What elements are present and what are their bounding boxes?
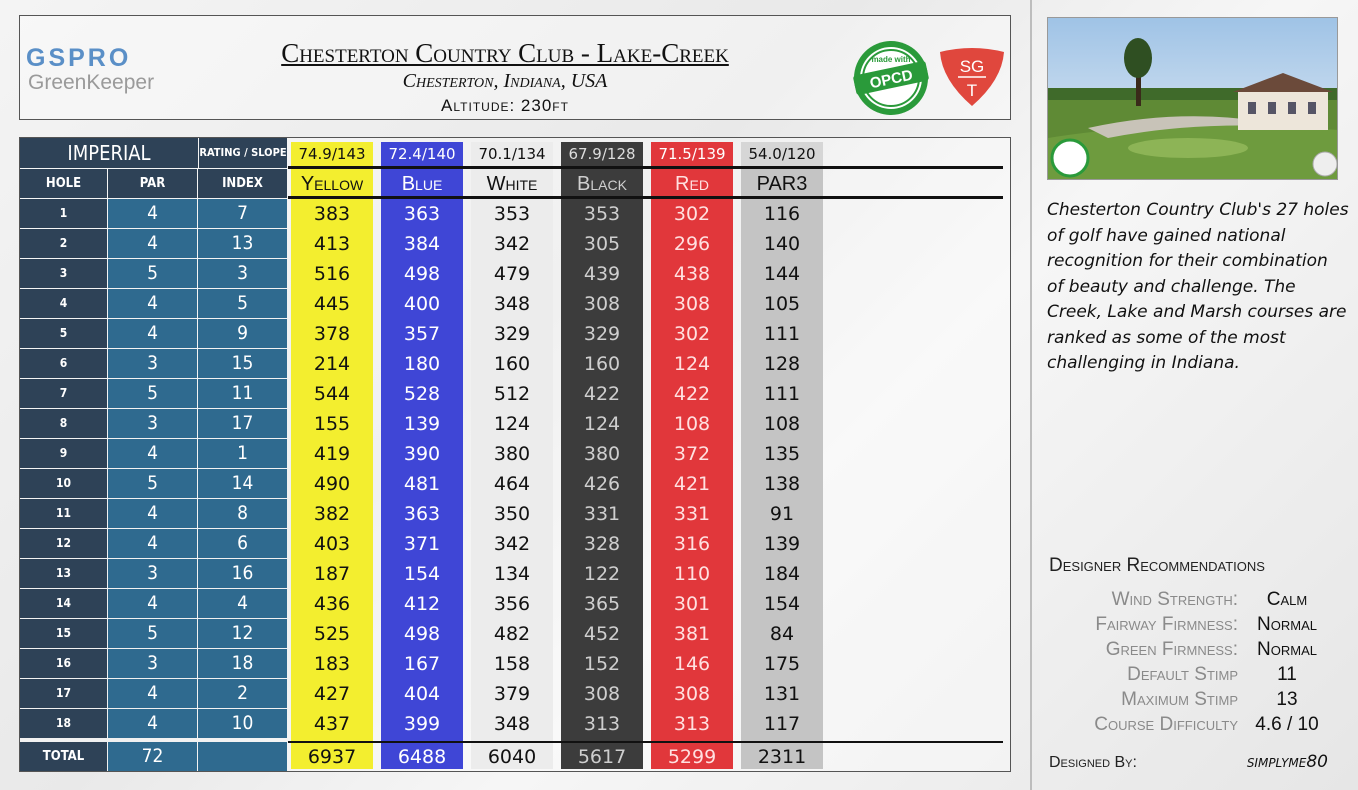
course-title: Chesterton Country Club - Lake-Creek [281,38,729,68]
tee-yardage: 342 [493,533,531,555]
hole-par: 4 [108,679,197,708]
tee-yardage: 84 [769,623,795,645]
hole-number: 16 [20,649,107,678]
tee-column [471,169,553,769]
tee-yardage: 154 [763,593,801,615]
opcd-badge-top-text: made with [871,55,911,64]
tee-yardage: 124 [583,413,621,435]
tee-yardage: 155 [313,413,351,435]
hole-number: 5 [20,319,107,348]
tee-yardage: 117 [763,713,801,735]
tee-total: 6040 [487,746,537,768]
tee-rating: 67.9/128 [561,142,643,166]
hole-index: 15 [198,349,287,378]
tee-yardage: 214 [313,353,351,375]
tee-yardage: 313 [583,713,621,735]
hole-par: 4 [108,439,197,468]
tee-yardage: 122 [583,563,621,585]
recommendation-value: 4.6 / 10 [1255,714,1319,735]
hole-index: 7 [198,199,287,228]
tee-yardage: 316 [673,533,711,555]
total-par: 72 [108,742,197,771]
course-location: Chesterton, Indiana, USA [402,70,608,92]
panel-divider [1030,0,1032,790]
col-header-hole: HOLE [20,169,107,198]
tee-yardage: 108 [673,413,711,435]
tee-yardage: 412 [403,593,441,615]
hole-number: 4 [20,289,107,318]
tee-yardage: 452 [583,623,621,645]
tee-name: Yellow [300,173,364,195]
tee-yardage: 124 [673,353,711,375]
tee-yardage: 525 [313,623,351,645]
hole-number: 6 [20,349,107,378]
tee-yardage: 512 [493,383,531,405]
hole-par: 5 [108,619,197,648]
tee-yardage: 108 [763,413,801,435]
tee-yardage: 413 [313,233,351,255]
hole-index: 10 [198,709,287,738]
hole-par: 5 [108,469,197,498]
tee-yardage: 390 [403,443,441,465]
greenkeeper-logo: GreenKeeper [28,71,155,94]
tee-yardage: 426 [583,473,621,495]
hole-number: 17 [20,679,107,708]
hole-number: 15 [20,619,107,648]
tee-yardage: 481 [403,473,441,495]
hole-index: 5 [198,289,287,318]
tee-column [291,169,373,769]
tee-yardage: 363 [403,503,441,525]
hole-index: 11 [198,379,287,408]
hole-par: 3 [108,349,197,378]
tee-yardage: 183 [313,653,351,675]
tee-column [741,169,823,769]
hole-number: 18 [20,709,107,738]
tee-yardage: 308 [673,293,711,315]
tee-yardage: 187 [313,563,351,585]
tee-yardage: 139 [403,413,441,435]
hole-index: 8 [198,499,287,528]
tee-yardage: 383 [313,203,351,225]
tee-yardage: 180 [403,353,441,375]
tee-yardage: 381 [673,623,711,645]
recommendation-label: Course Difficulty [1094,714,1238,735]
tee-column [561,169,643,769]
tee-rating: 72.4/140 [381,142,463,166]
tee-yardage: 308 [583,293,621,315]
tee-yardage: 305 [583,233,621,255]
tee-yardage: 438 [673,263,711,285]
hole-number: 11 [20,499,107,528]
tee-yardage: 296 [673,233,711,255]
tee-yardage: 175 [763,653,801,675]
recommendations-title: Designer Recommendations [1049,555,1265,576]
tee-rating: 54.0/120 [741,142,823,166]
col-header-par: PAR [108,169,197,198]
tee-yardage: 482 [493,623,531,645]
tee-yardage: 378 [313,323,351,345]
tee-total: 5617 [577,746,627,768]
hole-number: 1 [20,199,107,228]
course-header [19,15,1011,120]
tee-rating: 74.9/143 [291,142,373,166]
tee-yardage: 498 [403,623,441,645]
tee-yardage: 329 [493,323,531,345]
hole-par: 4 [108,529,197,558]
hole-par: 4 [108,589,197,618]
tee-yardage: 379 [493,683,531,705]
recommendation-value: 13 [1276,689,1298,710]
tee-yardage: 365 [583,593,621,615]
course-altitude: Altitude: 230ft [441,96,569,115]
hole-par: 4 [108,289,197,318]
recommendation-value: Calm [1266,589,1308,610]
designer-name: simplyme80 [1246,752,1328,772]
tee-yardage: 342 [493,233,531,255]
total-line [288,741,1003,743]
course-description: Chesterton Country Club's 27 holes of golf have gained national recognition for their combination of beauty and challenge. The Creek, Lake and Marsh courses are ranked as some of the most challenging in Indiana. [1047,200,1349,373]
tee-column [381,169,463,769]
tee-yardage: 419 [313,443,351,465]
recommendation-value: Normal [1257,614,1317,635]
tee-yardage: 158 [493,653,531,675]
sgt-badge-top-text: SG [959,57,985,76]
tee-yardage: 139 [763,533,801,555]
tee-yardage: 135 [763,443,801,465]
tee-yardage: 308 [673,683,711,705]
tee-yardage: 301 [673,593,711,615]
recommendation-label: Default Stimp [1127,664,1238,685]
tee-rating: 70.1/134 [471,142,553,166]
total-label: TOTAL [20,742,107,771]
hole-par: 4 [108,499,197,528]
tee-yardage: 528 [403,383,441,405]
total-index-blank [198,742,287,771]
gspro-logo: GSPRO [26,44,132,72]
tee-yardage: 91 [769,503,795,525]
hole-par: 4 [108,199,197,228]
tee-yardage: 111 [763,383,801,405]
tee-yardage: 421 [673,473,711,495]
tee-rating: 71.5/139 [651,142,733,166]
tee-yardage: 140 [763,233,801,255]
tee-yardage: 384 [403,233,441,255]
rating-slope-label: RATING / SLOPE [199,138,287,168]
hole-number: 14 [20,589,107,618]
tee-yardage: 110 [673,563,711,585]
recommendation-value: Normal [1257,639,1317,660]
recommendation-value: 11 [1277,664,1297,685]
tee-yardage: 328 [583,533,621,555]
hole-par: 4 [108,709,197,738]
hole-number: 12 [20,529,107,558]
tee-yardage: 146 [673,653,711,675]
tee-yardage: 544 [313,383,351,405]
hole-index: 3 [198,259,287,288]
tee-yardage: 498 [403,263,441,285]
tee-yardage: 313 [673,713,711,735]
tee-yardage: 372 [673,443,711,465]
tee-yardage: 422 [583,383,621,405]
hole-par: 3 [108,409,197,438]
sgt-badge-bottom-text: T [966,81,978,100]
recommendation-label: Green Firmness: [1105,639,1238,660]
hole-index: 6 [198,529,287,558]
col-header-index: INDEX [198,169,287,198]
tee-total: 6937 [307,746,357,768]
recommendation-label: Maximum Stimp [1121,689,1238,710]
hole-par: 5 [108,259,197,288]
hole-number: 9 [20,439,107,468]
tee-yardage: 363 [403,203,441,225]
tee-column [651,169,733,769]
tee-yardage: 403 [313,533,351,555]
hole-par: 4 [108,319,197,348]
course-photo [1047,17,1338,180]
header-line-top [288,166,1003,169]
hole-number: 10 [20,469,107,498]
tee-yardage: 348 [493,293,531,315]
tee-yardage: 124 [493,413,531,435]
hole-number: 7 [20,379,107,408]
hole-number: 8 [20,409,107,438]
designed-by-label: Designed By: [1049,754,1137,771]
tee-yardage: 404 [403,683,441,705]
tee-yardage: 302 [673,203,711,225]
tee-yardage: 380 [583,443,621,465]
units-label: IMPERIAL [20,138,198,168]
tee-yardage: 464 [493,473,531,495]
hole-index: 1 [198,439,287,468]
tee-yardage: 131 [763,683,801,705]
tee-name: Black [577,173,627,195]
tee-yardage: 516 [313,263,351,285]
tee-yardage: 356 [493,593,531,615]
tee-yardage: 302 [673,323,711,345]
tee-yardage: 154 [403,563,441,585]
tee-name: PAR3 [756,173,808,195]
hole-par: 3 [108,559,197,588]
tee-yardage: 479 [493,263,531,285]
hole-index: 13 [198,229,287,258]
tee-yardage: 152 [583,653,621,675]
tee-yardage: 422 [673,383,711,405]
sgt-badge-icon [936,46,1008,108]
tee-yardage: 331 [583,503,621,525]
tee-yardage: 184 [763,563,801,585]
hole-index: 9 [198,319,287,348]
tee-yardage: 371 [403,533,441,555]
recommendation-label: Fairway Firmness: [1095,614,1238,635]
tee-yardage: 308 [583,683,621,705]
hole-index: 16 [198,559,287,588]
tee-yardage: 111 [763,323,801,345]
tee-yardage: 437 [313,713,351,735]
hole-index: 18 [198,649,287,678]
tee-yardage: 329 [583,323,621,345]
hole-par: 4 [108,229,197,258]
tee-name: Blue [401,173,443,195]
recommendation-label: Wind Strength: [1111,589,1238,610]
hole-index: 2 [198,679,287,708]
tee-name: Red [675,173,709,195]
tee-yardage: 348 [493,713,531,735]
tee-yardage: 353 [493,203,531,225]
tee-yardage: 128 [763,353,801,375]
tee-yardage: 144 [763,263,801,285]
tee-yardage: 160 [583,353,621,375]
header-line-bottom [288,196,1003,199]
tee-yardage: 116 [763,203,801,225]
hole-index: 4 [198,589,287,618]
tee-yardage: 490 [313,473,351,495]
hole-index: 12 [198,619,287,648]
hole-index: 17 [198,409,287,438]
hole-par: 3 [108,649,197,678]
tee-yardage: 439 [583,263,621,285]
tee-total: 5299 [667,746,717,768]
tee-yardage: 134 [493,563,531,585]
opcd-badge-icon [848,38,934,118]
tee-yardage: 105 [763,293,801,315]
tee-total: 6488 [397,746,447,768]
tee-yardage: 160 [493,353,531,375]
tee-yardage: 400 [403,293,441,315]
opcd-badge-main-text: OPCD [868,66,915,93]
tee-yardage: 427 [313,683,351,705]
tee-yardage: 445 [313,293,351,315]
tee-yardage: 353 [583,203,621,225]
hole-index: 14 [198,469,287,498]
tee-yardage: 331 [673,503,711,525]
tee-yardage: 138 [763,473,801,495]
tee-yardage: 399 [403,713,441,735]
tee-yardage: 167 [403,653,441,675]
hole-number: 13 [20,559,107,588]
tee-yardage: 380 [493,443,531,465]
tee-yardage: 350 [493,503,531,525]
hole-number: 2 [20,229,107,258]
hole-par: 5 [108,379,197,408]
hole-number: 3 [20,259,107,288]
tee-yardage: 436 [313,593,351,615]
tee-total: 2311 [757,746,807,768]
tee-name: White [486,173,538,195]
tee-yardage: 382 [313,503,351,525]
tee-yardage: 357 [403,323,441,345]
